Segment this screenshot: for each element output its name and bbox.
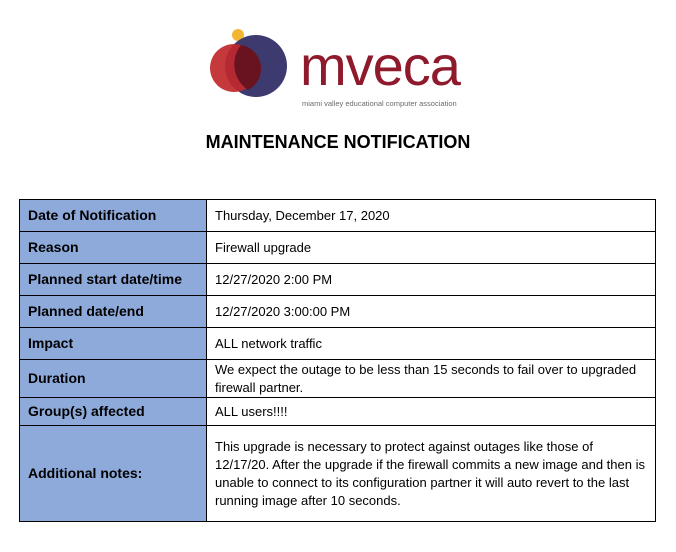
row-label: Date of Notification bbox=[20, 200, 207, 232]
table-row bbox=[20, 398, 656, 426]
table-row bbox=[20, 232, 656, 264]
table-row bbox=[20, 426, 656, 522]
page-title: MAINTENANCE NOTIFICATION bbox=[205, 132, 471, 152]
row-label: Additional notes: bbox=[20, 426, 207, 522]
table-row bbox=[20, 328, 656, 360]
mveca-logo bbox=[208, 26, 478, 116]
row-value: Thursday, December 17, 2020 bbox=[207, 200, 656, 232]
row-value: ALL users!!!! bbox=[207, 398, 656, 426]
row-value: We expect the outage to be less than 15 seconds to fail over to upgraded firewall partner. bbox=[207, 360, 656, 398]
row-label: Impact bbox=[20, 328, 207, 360]
row-value: ALL network traffic bbox=[207, 328, 656, 360]
row-value: Firewall upgrade bbox=[207, 232, 656, 264]
row-value: 12/27/2020 2:00 PM bbox=[207, 264, 656, 296]
row-label: Planned date/end bbox=[20, 296, 207, 328]
table-row bbox=[20, 264, 656, 296]
table-row bbox=[20, 360, 656, 398]
logo-tagline: miami valley educational computer association bbox=[302, 99, 457, 108]
row-value: This upgrade is necessary to protect against outages like those of 12/17/20. After the upgrade if the firewall commits a new image and then is unable to connect to its configuration partner it will auto revert to the last running image after 10 seconds. bbox=[207, 426, 656, 522]
table-row bbox=[20, 200, 656, 232]
logo-wordmark: mveca bbox=[300, 34, 460, 97]
table-row bbox=[20, 296, 656, 328]
row-label: Reason bbox=[20, 232, 207, 264]
row-label: Planned start date/time bbox=[20, 264, 207, 296]
row-label: Duration bbox=[20, 360, 207, 398]
logo-circles-icon bbox=[208, 26, 298, 116]
row-value: 12/27/2020 3:00:00 PM bbox=[207, 296, 656, 328]
row-label: Group(s) affected bbox=[20, 398, 207, 426]
maintenance-table bbox=[19, 199, 656, 522]
